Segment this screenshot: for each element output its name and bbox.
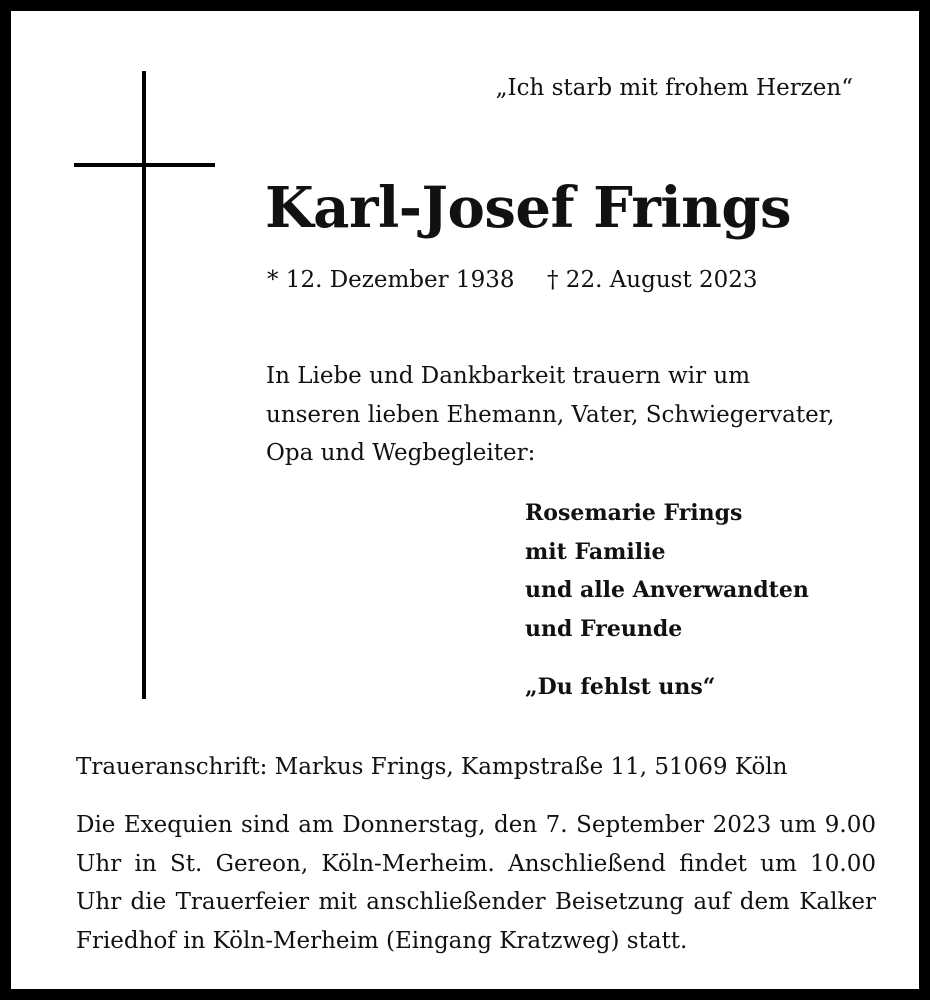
- death-date: † 22. August 2023: [547, 267, 758, 293]
- birth-date: * 12. Dezember 1938: [267, 267, 515, 293]
- mourning-address: Traueranschrift: Markus Frings, Kampstraße 11, 51069 Köln: [76, 754, 788, 780]
- deceased-name: Karl-Josef Frings: [265, 175, 792, 241]
- closing-quote: „Du fehlst uns“: [525, 674, 716, 700]
- service-details: Die Exequien sind am Donnerstag, den 7. September 2023 um 9.00 Uhr in St. Gereon, Köln-Merheim. Anschließend findet um 10.00 Uhr die Trauerfeier mit anschließender Beisetzung auf dem Kalker Friedhof in Köln-Merheim (Eingang Kratzweg) statt.: [76, 812, 876, 954]
- mourning-text: In Liebe und Dankbarkeit trauern wir um unseren lieben Ehemann, Vater, Schwiegervater, Opa und Wegbegleiter:: [266, 363, 835, 466]
- family-signatures: [525, 494, 809, 648]
- family-line: und alle Anverwandten: [525, 577, 809, 603]
- family-line: und Freunde: [525, 615, 683, 642]
- family-line: Rosemarie Frings: [525, 500, 743, 526]
- family-line: mit Familie: [525, 538, 666, 565]
- motto-quote: „Ich starb mit frohem Herzen“: [495, 75, 853, 101]
- cross-icon-crossbar: [74, 163, 215, 167]
